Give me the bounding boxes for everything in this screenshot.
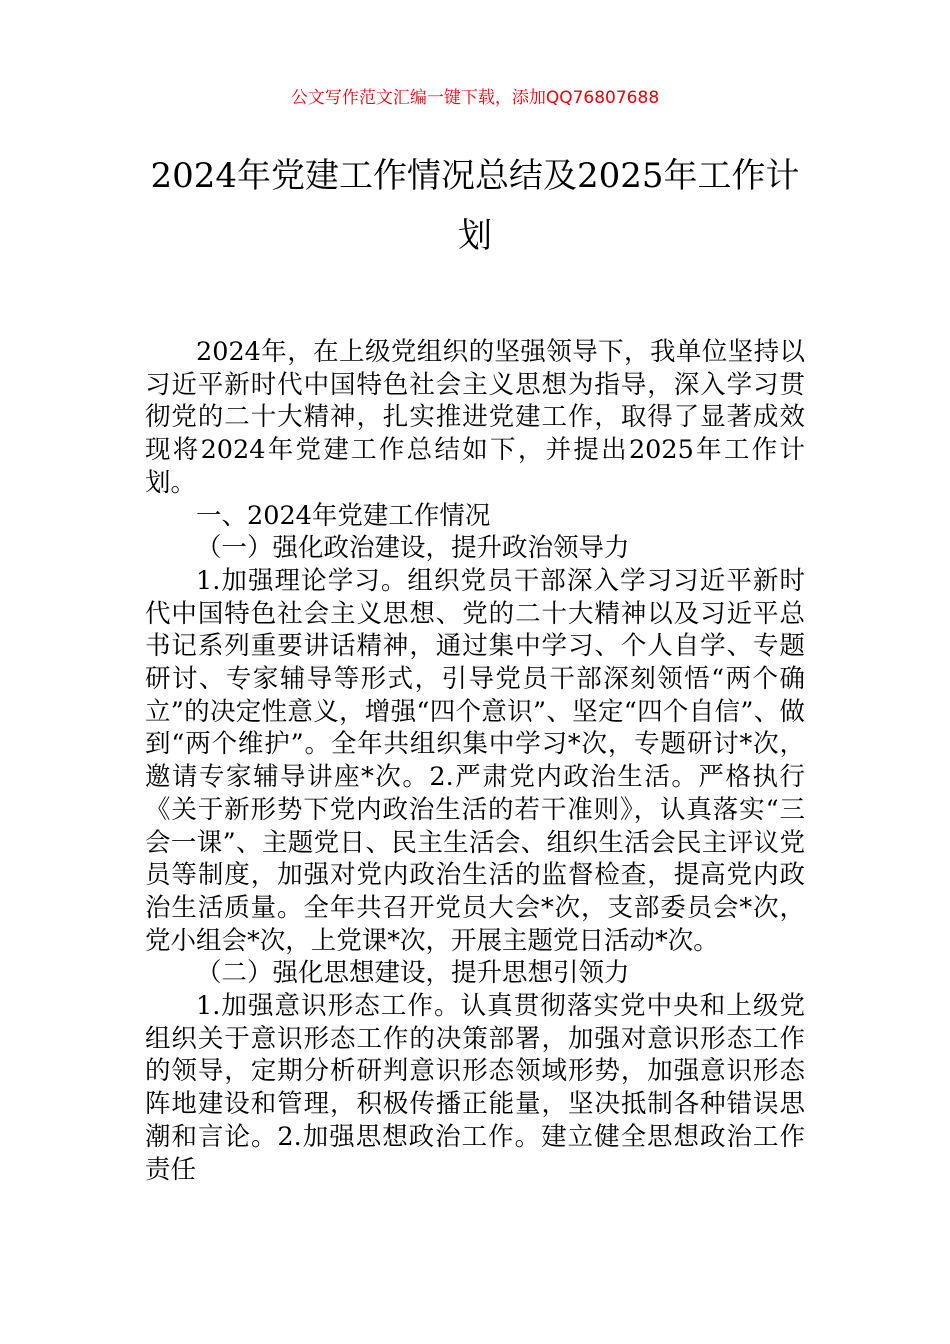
subsection-heading-1: （一）强化政治建设，提升政治领导力	[196, 533, 630, 564]
subsection-heading-2: （二）强化思想建设，提升思想引领力	[196, 958, 630, 989]
intro-paragraph: 2024年，在上级党组织的坚强领导下，我单位坚持以习近平新时代中国特色社会主义思想为指导，深入学习贯彻党的二十大精神，扎实推进党建工作，取得了显著成效现将2024年党建工作总结如下，并提出2025年工作计划。	[145, 337, 805, 498]
document-title: 2024年党建工作情况总结及2025年工作计划	[150, 156, 800, 256]
body-paragraph: 1.加强意识形态工作。认真贯彻落实党中央和上级党组织关于意识形态工作的决策部署，加强对意识形态工作的领导，定期分析研判意识形态领域形势，加强意识形态阵地建设和管理，积极传播正能量，坚决抵制各种错误思潮和言论。2.加强思想政治工作。建立健全思想政治工作责任	[145, 991, 805, 1185]
section-heading-1: 一、2024年党建工作情况	[196, 500, 491, 531]
body-paragraph: 1.加强理论学习。组织党员干部深入学习习近平新时代中国特色社会主义思想、党的二十大精神以及习近平总书记系列重要讲话精神，通过集中学习、个人自学、专题研讨、专家辅导等形式，引导党员干部深刻领悟“两个确立”的决定性意义，增强“四个意识”、坚定“四个自信”、做到“两个维护”。全年共组织集中学习*次，专题研讨*次，邀请专家辅导讲座*次。2.严肃党内政治生活。严格执行《关于新形势下党内政治生活的若干准则》，认真落实“三会一课”、主题党日、民主生活会、组织生活会民主评议党员等制度，加强对党内政治生活的监督检查，提高党内政治生活质量。全年共召开党员大会*次，支部委员会*次，党小组会*次，上党课*次，开展主题党日活动*次。	[145, 565, 805, 956]
document-body	[145, 336, 805, 1186]
download-banner: 公文写作范文汇编一键下载，添加QQ76807688	[290, 88, 660, 108]
